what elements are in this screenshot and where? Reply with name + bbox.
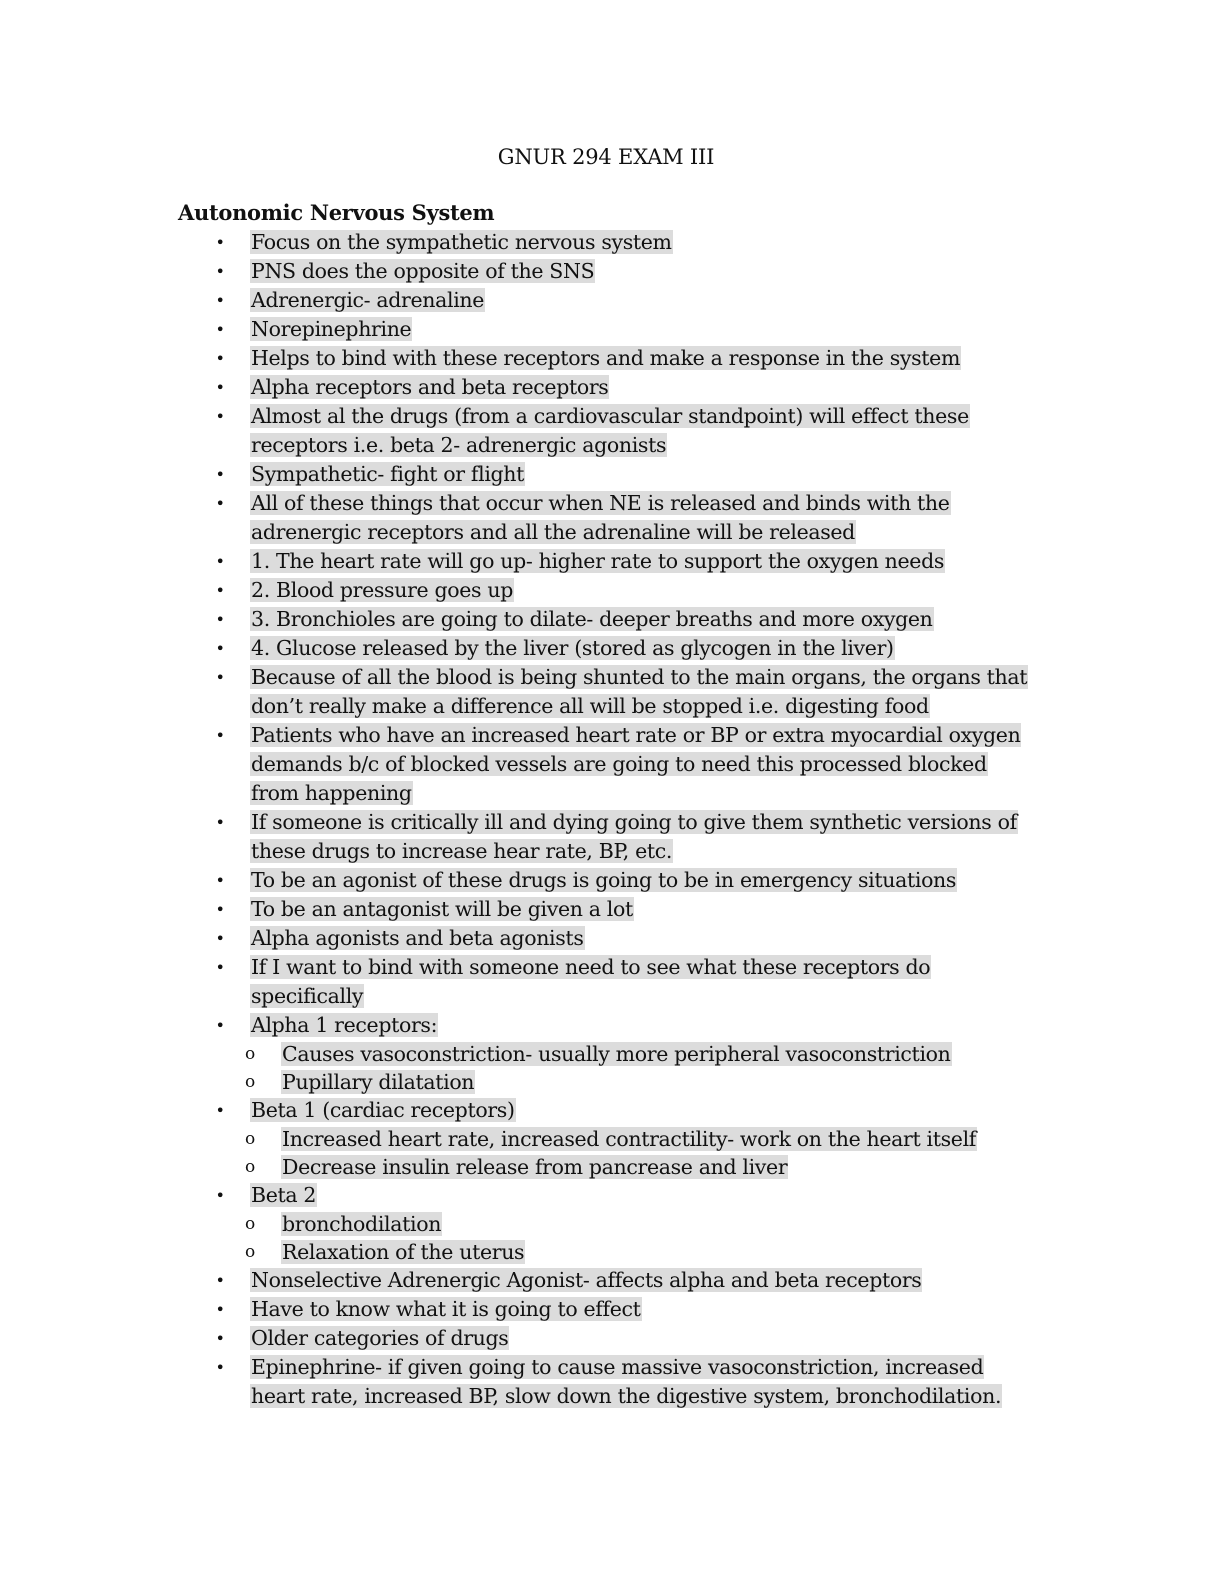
list-item [210, 924, 1030, 953]
sub-list-item [210, 1210, 1030, 1238]
list-item-text: 2. Blood pressure goes up [251, 578, 513, 602]
bullet-icon: • [215, 262, 225, 281]
list-item [210, 1181, 1030, 1210]
bullet-icon: • [215, 668, 225, 687]
bullet-icon: • [215, 320, 225, 339]
list-item-text: All of these things that occur when NE is released and binds with the adrenergic receptors and all the adrenaline will be released [251, 491, 950, 544]
bullet-icon: • [215, 813, 225, 832]
sub-list-item [210, 1153, 1030, 1181]
list-item-text: Adrenergic- adrenaline [251, 288, 485, 312]
list-item [210, 895, 1030, 924]
list-item [210, 344, 1030, 373]
list-item [210, 547, 1030, 576]
list-item [210, 257, 1030, 286]
sub-list-item-text: Causes vasoconstriction- usually more peripheral vasoconstriction [282, 1042, 951, 1066]
bullet-icon: • [215, 1329, 225, 1348]
bullet-icon: • [215, 407, 225, 426]
list-item [210, 1096, 1030, 1125]
list-item [210, 866, 1030, 895]
sub-list-item [210, 1238, 1030, 1266]
list-item-text: Older categories of drugs [251, 1326, 509, 1350]
list-item [210, 460, 1030, 489]
circle-bullet-icon: o [245, 1044, 255, 1064]
list-item-text: Patients who have an increased heart rate or BP or extra myocardial oxygen demands b/c of blocked vessels are going to need this processed blocked from happening [251, 723, 1021, 805]
bullet-icon: • [215, 1016, 225, 1035]
list-item-text: 3. Bronchioles are going to dilate- deeper breaths and more oxygen [251, 607, 933, 631]
circle-bullet-icon: o [245, 1157, 255, 1177]
list-item [210, 1266, 1030, 1295]
list-item-text: Alpha 1 receptors: [251, 1013, 438, 1037]
list-item [210, 576, 1030, 605]
list-item [210, 605, 1030, 634]
bullet-icon: • [215, 871, 225, 890]
list-item-text: If I want to bind with someone need to see what these receptors do specifically [251, 955, 931, 1008]
list-item-text: To be an antagonist will be given a lot [251, 897, 633, 921]
bullet-icon: • [215, 291, 225, 310]
bullet-icon: • [215, 1101, 225, 1120]
sub-list-item [210, 1040, 1030, 1068]
list-item-text: Beta 1 (cardiac receptors) [251, 1098, 515, 1122]
list-item [210, 489, 1030, 547]
bullet-icon: • [215, 378, 225, 397]
sub-list-item [210, 1125, 1030, 1153]
list-item [210, 402, 1030, 460]
list-item [210, 1011, 1030, 1040]
bullet-icon: • [215, 494, 225, 513]
list-item-text: Sympathetic- fight or flight [251, 462, 525, 486]
section-heading: Autonomic Nervous System [178, 200, 495, 225]
sub-list-item-text: Increased heart rate, increased contractility- work on the heart itself [282, 1127, 977, 1151]
list-item [210, 634, 1030, 663]
bullet-icon: • [215, 1358, 225, 1377]
list-item [210, 286, 1030, 315]
list-item-text: Focus on the sympathetic nervous system [251, 230, 672, 254]
bullet-icon: • [215, 958, 225, 977]
list-item [210, 721, 1030, 808]
list-item [210, 1324, 1030, 1353]
sub-list-item-text: Decrease insulin release from pancrease and liver [282, 1155, 788, 1179]
bullet-icon: • [215, 1186, 225, 1205]
bullet-icon: • [215, 1271, 225, 1290]
bullet-icon: • [215, 639, 225, 658]
bullet-icon: • [215, 900, 225, 919]
sub-list-item-text: Pupillary dilatation [282, 1070, 475, 1094]
list-item-text: If someone is critically ill and dying going to give them synthetic versions of these drugs to increase hear rate, BP, etc. [251, 810, 1017, 863]
list-item [210, 228, 1030, 257]
bullet-icon: • [215, 581, 225, 600]
bullet-icon: • [215, 233, 225, 252]
notes-list [210, 228, 1030, 1411]
bullet-icon: • [215, 349, 225, 368]
bullet-icon: • [215, 1300, 225, 1319]
list-item-text: 4. Glucose released by the liver (stored as glycogen in the liver) [251, 636, 894, 660]
bullet-icon: • [215, 929, 225, 948]
list-item-text: To be an agonist of these drugs is going to be in emergency situations [251, 868, 957, 892]
document-title: GNUR 294 EXAM III [497, 145, 715, 169]
list-item [210, 808, 1030, 866]
list-item [210, 1295, 1030, 1324]
list-item [210, 373, 1030, 402]
list-item [210, 315, 1030, 344]
list-item-text: Norepinephrine [251, 317, 412, 341]
list-item-text: Alpha agonists and beta agonists [251, 926, 584, 950]
circle-bullet-icon: o [245, 1129, 255, 1149]
sub-list-item [210, 1068, 1030, 1096]
sub-list-item-text: Relaxation of the uterus [282, 1240, 525, 1264]
list-item [210, 1353, 1030, 1411]
list-item-text: Epinephrine- if given going to cause massive vasoconstriction, increased heart rate, increased BP, slow down the digestive system, bronchodilation. [251, 1355, 1002, 1408]
sub-list-item-text: bronchodilation [282, 1212, 442, 1236]
list-item-text: Beta 2 [251, 1183, 317, 1207]
list-item-text: Nonselective Adrenergic Agonist- affects alpha and beta receptors [251, 1268, 922, 1292]
list-item [210, 953, 1030, 1011]
list-item-text: Helps to bind with these receptors and make a response in the system [251, 346, 961, 370]
list-item-text: PNS does the opposite of the SNS [251, 259, 595, 283]
list-item-text: Because of all the blood is being shunted to the main organs, the organs that don’t really make a difference all will be stopped i.e. digesting food [251, 665, 1028, 718]
list-item-text: Have to know what it is going to effect [251, 1297, 641, 1321]
bullet-icon: • [215, 726, 225, 745]
list-item-text: Almost al the drugs (from a cardiovascular standpoint) will effect these receptors i.e. beta 2- adrenergic agonists [251, 404, 969, 457]
bullet-icon: • [215, 610, 225, 629]
list-item-text: 1. The heart rate will go up- higher rate to support the oxygen needs [251, 549, 945, 573]
circle-bullet-icon: o [245, 1214, 255, 1234]
circle-bullet-icon: o [245, 1072, 255, 1092]
circle-bullet-icon: o [245, 1242, 255, 1262]
bullet-icon: • [215, 552, 225, 571]
bullet-icon: • [215, 465, 225, 484]
list-item [210, 663, 1030, 721]
list-item-text: Alpha receptors and beta receptors [251, 375, 609, 399]
